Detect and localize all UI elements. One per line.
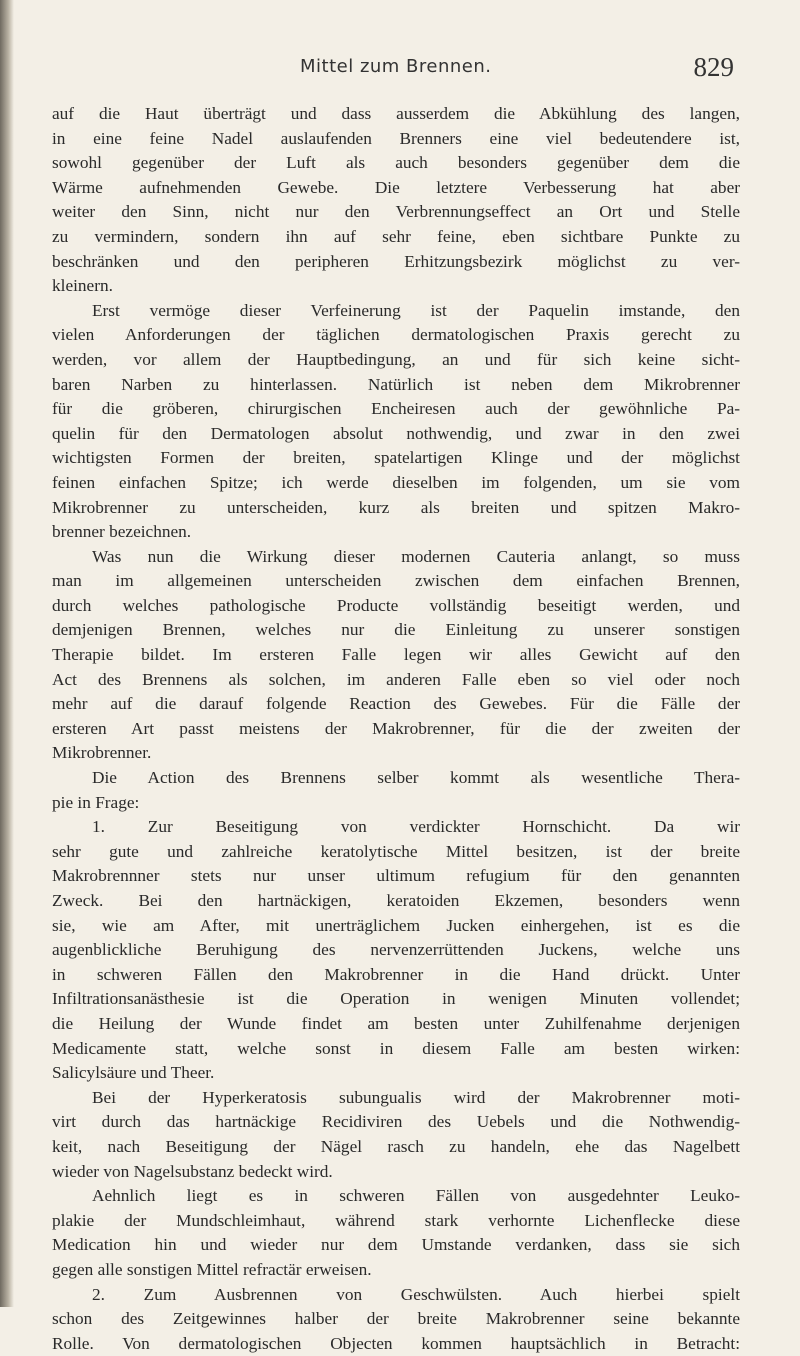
text-line: ersteren Art passt meistens der Makrobrenner, für die der zweiten der	[52, 718, 740, 738]
page-gutter-shadow	[0, 0, 14, 1307]
body-text	[52, 102, 740, 1356]
text-line: 1. Zur Beseitigung von verdickter Hornschicht. Da wir	[92, 817, 740, 837]
text-line: wieder von Nagelsubstanz bedeckt wird.	[52, 1161, 333, 1181]
text-line: Aehnlich liegt es in schweren Fällen von ausgedehnter Leuko-	[92, 1186, 740, 1206]
text-line: Medication hin und wieder nur dem Umstande verdanken, dass sie sich	[52, 1235, 740, 1255]
text-line: brenner bezeichnen.	[52, 522, 192, 542]
page-header	[0, 48, 800, 88]
text-line: die Heilung der Wunde findet am besten unter Zuhilfenahme derjenigen	[52, 1013, 740, 1033]
text-line: Zweck. Bei den hartnäckigen, keratoiden Ekzemen, besonders wenn	[52, 891, 740, 910]
text-line: für die gröberen, chirurgischen Encheiresen auch der gewöhnliche Pa-	[52, 399, 740, 419]
text-line: demjenigen Brennen, welches nur die Einleitung zu unserer sonstigen	[52, 620, 740, 640]
text-line: in eine feine Nadel auslaufenden Brenners eine viel bedeutendere ist,	[52, 128, 740, 148]
text-line: Erst vermöge dieser Verfeinerung ist der Paquelin imstande, den	[92, 300, 740, 320]
text-line: plakie der Mundschleimhaut, während stark verhornte Lichenflecke diese	[52, 1210, 740, 1230]
text-line: Die Action des Brennens selber kommt als wesentliche Thera-	[92, 768, 740, 788]
text-line: pie in Frage:	[52, 792, 140, 812]
text-line: Rolle. Von dermatologischen Objecten kommen hauptsächlich in Betracht:	[52, 1333, 740, 1353]
text-line: Act des Brennens als solchen, im anderen Falle eben so viel oder noch	[52, 669, 740, 689]
text-line: werden, vor allem der Hauptbedingung, an und für sich keine sicht-	[52, 349, 740, 369]
text-line: schon des Zeitgewinnes halber der breite Makrobrenner seine bekannte	[52, 1309, 740, 1329]
text-line: Mikrobrenner.	[52, 743, 152, 763]
text-line: wichtigsten Formen der breiten, spatelartigen Klinge und der möglichst	[52, 448, 740, 468]
text-line: auf die Haut überträgt und dass ausserdem die Abkühlung des langen,	[52, 104, 740, 123]
text-line: Mikrobrenner zu unterscheiden, kurz als breiten und spitzen Makro-	[52, 497, 740, 517]
text-line: virt durch das hartnäckige Recidiviren des Uebels und die Nothwendig-	[52, 1112, 740, 1132]
text-line: mehr auf die darauf folgende Reaction des Gewebes. Für die Fälle der	[52, 694, 740, 714]
text-line: Bei der Hyperkeratosis subungualis wird der Makrobrenner moti-	[92, 1087, 740, 1107]
text-line: Makrobrennner stets nur unser ultimum refugium für den genannten	[52, 866, 740, 886]
text-line: baren Narben zu hinterlassen. Natürlich ist neben dem Mikrobrenner	[52, 374, 740, 394]
text-line: sehr gute und zahlreiche keratolytische Mittel besitzen, ist der breite	[52, 841, 740, 861]
text-line: durch welches pathologische Producte vollständig beseitigt werden, und	[52, 595, 740, 615]
text-line: in schweren Fällen den Makrobrenner in die Hand drückt. Unter	[52, 964, 740, 984]
running-title: Mittel zum Brennen.	[300, 56, 492, 77]
text-line: Wärme aufnehmenden Gewebe. Die letztere Verbesserung hat aber	[52, 177, 740, 197]
text-line: zu vermindern, sondern ihn auf sehr feine, eben sichtbare Punkte zu	[52, 226, 740, 246]
text-line: man im allgemeinen unterscheiden zwischen dem einfachen Brennen,	[52, 571, 740, 591]
text-line: sowohl gegenüber der Luft als auch besonders gegenüber dem die	[52, 153, 740, 173]
text-line: keit, nach Beseitigung der Nägel rasch zu handeln, ehe das Nagelbett	[52, 1136, 740, 1156]
text-line: 2. Zum Ausbrennen von Geschwülsten. Auch hierbei spielt	[92, 1284, 740, 1304]
text-line: augenblickliche Beruhigung des nervenzerrüttenden Juckens, welche uns	[52, 940, 740, 960]
text-line: sie, wie am After, mit unerträglichem Jucken einhergehen, ist es die	[52, 915, 740, 935]
text-line: kleinern.	[52, 276, 113, 296]
text-line: quelin für den Dermatologen absolut nothwendig, und zwar in den zwei	[52, 423, 740, 443]
text-line: feinen einfachen Spitze; ich werde dieselben im folgenden, um sie vom	[52, 472, 740, 492]
text-line: Salicylsäure und Theer.	[52, 1063, 215, 1083]
text-line: Therapie bildet. Im ersteren Falle legen wir alles Gewicht auf den	[52, 645, 740, 665]
text-line: vielen Anforderungen der täglichen dermatologischen Praxis gerecht zu	[52, 325, 740, 345]
text-line: Infiltrationsanästhesie ist die Operation in wenigen Minuten vollendet;	[52, 989, 740, 1009]
text-line: gegen alle sonstigen Mittel refractär erweisen.	[52, 1259, 372, 1279]
text-line: Medicamente statt, welche sonst in diesem Falle am besten wirken:	[52, 1038, 740, 1058]
text-line: weiter den Sinn, nicht nur den Verbrennungseffect an Ort und Stelle	[52, 202, 740, 222]
text-line: Was nun die Wirkung dieser modernen Cauteria anlangt, so muss	[92, 546, 740, 566]
page-number: 829	[693, 52, 734, 82]
text-line: beschränken und den peripheren Erhitzungsbezirk möglichst zu ver-	[52, 251, 740, 271]
